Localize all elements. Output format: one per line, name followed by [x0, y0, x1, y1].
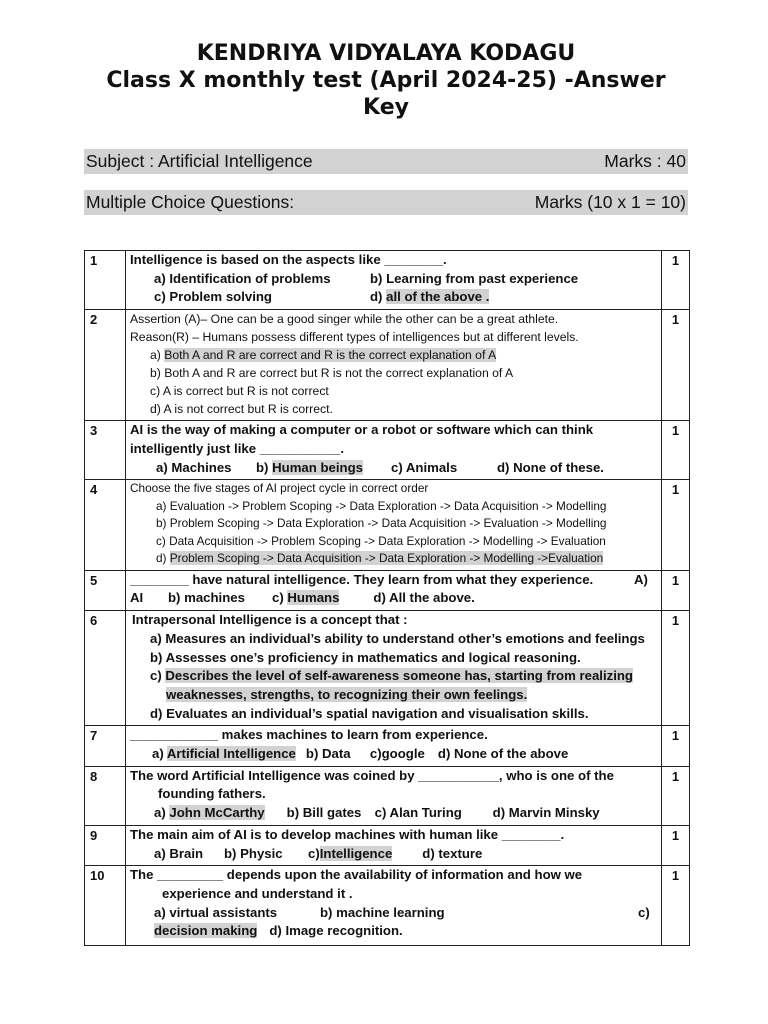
question-text: Intelligence is based on the aspects like ________. [130, 252, 447, 267]
question-number: 5 [85, 570, 126, 610]
option-d [130, 550, 657, 568]
option-c-prefix: c) [272, 590, 288, 606]
question-text: ________ have natural intelligence. They learn from what they experience. [130, 571, 594, 587]
total-marks: Marks : 40 [604, 151, 686, 171]
option-a: A) [634, 571, 648, 587]
question-text-cont: founding fathers. [158, 786, 266, 802]
question-cell [126, 251, 662, 310]
question-text-cont: experience and understand it . [162, 885, 353, 901]
option-a: a) virtual assistants [154, 904, 278, 920]
question-number: 10 [85, 866, 126, 946]
question-marks: 1 [662, 611, 690, 726]
option-c-prefix: c) [150, 668, 166, 684]
option-c: c) Problem solving [154, 289, 272, 305]
option-a-prefix: a) [154, 805, 170, 821]
question-cell [126, 766, 662, 825]
subject-bar [84, 149, 688, 174]
option-d-prefix: d) [156, 551, 170, 566]
option-c: c) Animals [390, 459, 458, 475]
question-marks: 1 [662, 421, 690, 480]
question-number: 2 [85, 310, 126, 421]
question-text: ____________ makes machines to learn from experience. [130, 727, 488, 743]
question-cell [126, 726, 662, 766]
table-row [85, 421, 690, 480]
question-text-cont: intelligently just like ___________. [130, 440, 345, 456]
option-c: c) Alan Turing [374, 805, 462, 821]
options-row [130, 589, 657, 608]
question-cell [126, 611, 662, 726]
options-row [130, 904, 657, 923]
options-row [130, 459, 657, 478]
answer-key-table [84, 250, 690, 946]
question-marks: 1 [662, 866, 690, 946]
question-text: The word Artificial Intelligence was coined by ___________, who is one of the [130, 767, 614, 783]
options-row [130, 922, 657, 941]
option-b: b) Data [305, 746, 351, 762]
table-row [85, 825, 690, 865]
options-row [130, 745, 657, 764]
correct-answer: decision making [154, 923, 258, 939]
option-c: c)google [369, 746, 425, 762]
option-c-cont [130, 686, 657, 705]
option-d: d) Evaluates an individual’s spatial navigation and visualisation skills. [150, 705, 589, 721]
option-a: a) Measures an individual’s ability to understand other’s emotions and feelings [150, 630, 645, 646]
option-d: d) Marvin Minsky [492, 805, 600, 821]
question-number: 8 [85, 766, 126, 825]
question-cell [126, 310, 662, 421]
option-b: b) Physic [224, 845, 283, 861]
question-number: 1 [85, 251, 126, 310]
option-a: a) Brain [154, 845, 204, 861]
table-row [85, 251, 690, 310]
option-b: b) Learning from past experience [370, 270, 579, 286]
option-b: b) Problem Scoping -> Data Exploration -> Data Acquisition -> Evaluation -> Modelling [156, 516, 607, 531]
mcq-label: Multiple Choice Questions: [86, 192, 295, 212]
correct-answer: all of the above . [386, 289, 490, 305]
question-cell [126, 570, 662, 610]
mcq-bar [84, 190, 688, 215]
question-marks: 1 [662, 251, 690, 310]
correct-answer-cont: weaknesses, strengths, to recognizing their own feelings. [166, 686, 528, 702]
question-line [130, 571, 657, 590]
options-row [130, 270, 657, 289]
table-row [85, 766, 690, 825]
question-cell [126, 421, 662, 480]
correct-answer: Both A and R are correct and R is the correct explanation of A [164, 348, 497, 363]
option-c-prefix: c) [308, 845, 320, 861]
option-d: d) None of these. [496, 459, 604, 475]
question-number: 6 [85, 611, 126, 726]
question-marks: 1 [662, 480, 690, 571]
correct-answer: Problem Scoping -> Data Acquisition -> Data Exploration -> Modelling ->Evaluation [169, 551, 604, 566]
question-marks: 1 [662, 766, 690, 825]
option-c [130, 667, 657, 686]
option-b: b) machines [168, 590, 245, 606]
option-a [130, 346, 657, 364]
correct-answer: Intelligence [319, 845, 393, 861]
question-number: 3 [85, 421, 126, 480]
option-b-prefix: b) [256, 459, 273, 475]
correct-answer: Artificial Intelligence [166, 746, 296, 762]
subject-label: Subject : Artificial Intelligence [86, 151, 313, 171]
option-b: b) Both A and R are correct but R is not the correct explanation of A [150, 366, 514, 381]
option-b: b) Bill gates [286, 805, 362, 821]
question-number: 7 [85, 726, 126, 766]
table-row [85, 310, 690, 421]
option-a: a) Evaluation -> Problem Scoping -> Data Exploration -> Data Acquisition -> Modelling [156, 498, 607, 513]
table-row [85, 726, 690, 766]
correct-answer: Describes the level of self-awareness someone has, starting from realizing [165, 668, 633, 684]
mcq-marks: Marks (10 x 1 = 10) [534, 192, 686, 212]
option-a: a) Identification of problems [154, 270, 331, 286]
options-row [130, 804, 657, 823]
option-d: d) texture [422, 845, 483, 861]
table-row [85, 480, 690, 571]
option-d-prefix: d) [370, 289, 387, 305]
option-a: a) Machines [156, 459, 232, 475]
question-marks: 1 [662, 310, 690, 421]
options-row [130, 288, 657, 307]
options-row [130, 845, 657, 864]
question-marks: 1 [662, 825, 690, 865]
question-marks: 1 [662, 726, 690, 766]
question-text: The main aim of AI is to develop machines with human like ________. [130, 826, 565, 842]
correct-answer: Humans [287, 590, 340, 606]
school-name: KENDRIYA VIDYALAYA KODAGU [196, 41, 576, 66]
question-marks: 1 [662, 570, 690, 610]
question-text: Choose the five stages of AI project cycle in correct order [130, 481, 429, 496]
test-name: Class X monthly test (April 2024-25) -Answer [106, 68, 666, 93]
question-number: 9 [85, 825, 126, 865]
correct-answer: John McCarthy [169, 805, 265, 821]
option-b: b) machine learning [320, 904, 445, 920]
question-cell [126, 480, 662, 571]
reason-text: Reason(R) – Humans possess different types of intelligences but at different levels. [130, 330, 579, 345]
option-c-label: c) [638, 904, 650, 920]
option-a-prefix: a) [150, 348, 165, 363]
table-row [85, 611, 690, 726]
option-b: b) Assesses one’s proficiency in mathematics and logical reasoning. [150, 649, 581, 665]
table-row [85, 866, 690, 946]
assertion-text: Assertion (A)– One can be a good singer while the other can be a great athlete. [130, 312, 559, 327]
question-text: AI is the way of making a computer or a robot or software which can think [130, 422, 594, 438]
option-a-prefix: a) [152, 746, 167, 762]
question-text: Intrapersonal Intelligence is a concept that : [132, 612, 408, 628]
option-d: d) All the above. [373, 590, 475, 606]
option-c: c) A is correct but R is not correct [150, 384, 329, 399]
table-row [85, 570, 690, 610]
option-c: c) Data Acquisition -> Problem Scoping -> Data Exploration -> Modelling -> Evaluation [156, 533, 606, 548]
question-cell [126, 866, 662, 946]
option-d: d) Image recognition. [269, 923, 403, 939]
test-name-cont: Key [363, 95, 409, 120]
option-a-text: AI [130, 590, 144, 606]
question-text: The _________ depends upon the availability of information and how we [130, 867, 583, 883]
document-title [80, 40, 692, 121]
question-cell [126, 825, 662, 865]
option-d: d) A is not correct but R is correct. [150, 402, 333, 417]
question-number: 4 [85, 480, 126, 571]
correct-answer: Human beings [272, 459, 363, 475]
option-d: d) None of the above [437, 746, 569, 762]
